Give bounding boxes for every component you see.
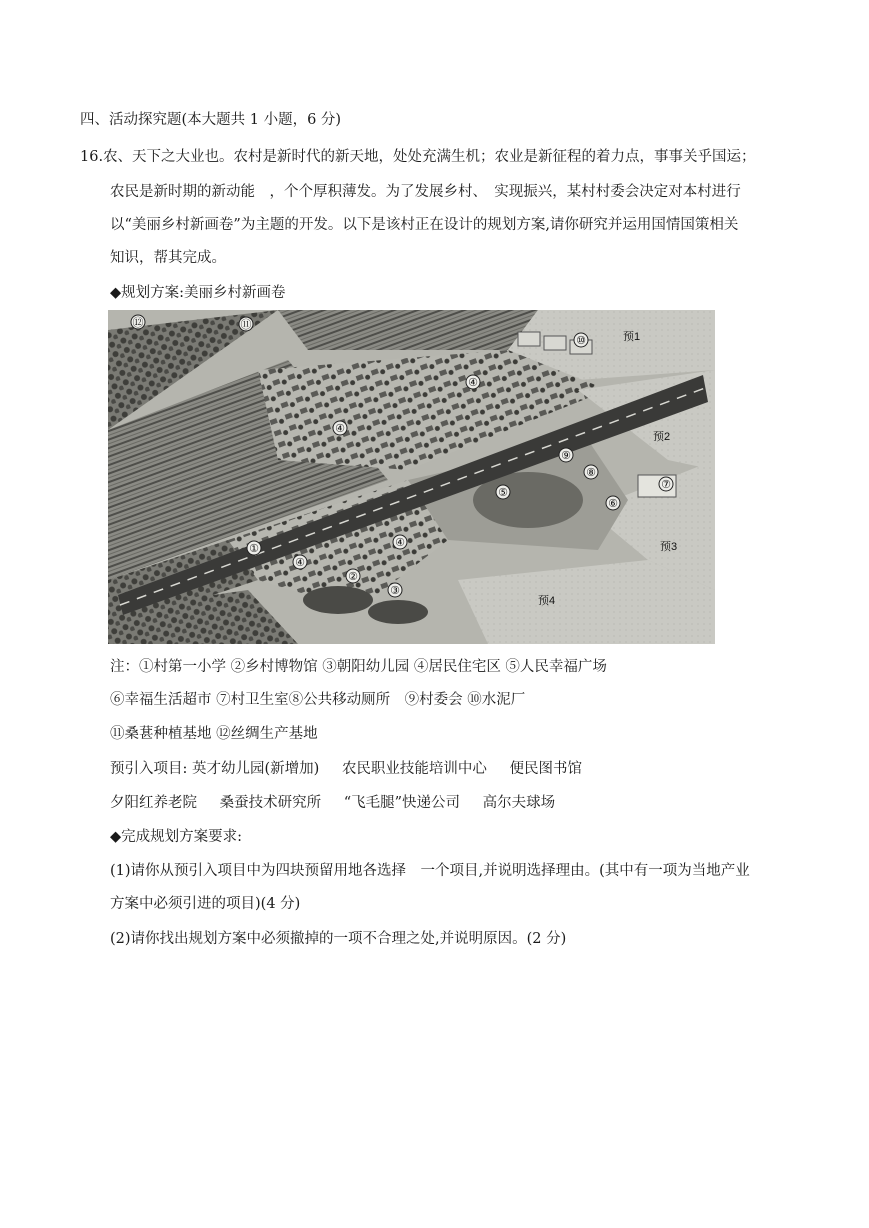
notes-line-3: ⑪桑葚种植基地 ⑫丝绸生产基地 — [110, 726, 318, 742]
marker-12-label: ⑫ — [132, 317, 144, 329]
section-title: 四、活动探究题(本大题共 1 小题，6 分) — [80, 112, 342, 128]
marker-4-lower-left-label: ④ — [295, 557, 305, 569]
marker-6-label: ⑥ — [608, 498, 618, 510]
plan-heading: ◆规划方案:美丽乡村新画卷 — [110, 285, 286, 301]
requirements-heading: ◆完成规划方案要求: — [110, 829, 243, 845]
marker-4-lower-label: ④ — [395, 537, 405, 549]
marker-9-label: ⑨ — [561, 450, 571, 462]
marker-4-upper-label: ④ — [468, 377, 478, 389]
marker-3-label: ③ — [390, 585, 400, 597]
question-line-1 — [80, 147, 756, 167]
reserve-4-label: 预4 — [538, 595, 556, 607]
marker-8-label: ⑧ — [586, 467, 596, 479]
marker-11-label: ⑪ — [240, 319, 252, 331]
kindergarten-trees — [368, 600, 428, 624]
reserve-1-label: 预1 — [623, 331, 641, 343]
village-plan-map — [108, 310, 715, 644]
reserve-2-label: 预2 — [653, 431, 671, 443]
preselect-line-2 — [110, 793, 555, 813]
marker-5-label: ⑤ — [498, 487, 508, 499]
preselect-item: 英才幼儿园(新增加) — [192, 761, 320, 777]
preselect-item: 夕阳红养老院 — [110, 795, 197, 811]
question-line-3: 以“美丽乡村新画卷”为主题的开发。以下是该村正在设计的规划方案,请你研究并运用国情国策相关 — [110, 217, 739, 233]
marker-2-label: ② — [348, 571, 358, 583]
building — [518, 332, 540, 346]
preselect-item: “飞毛腿”快递公司 — [343, 795, 461, 811]
marker-10-label: ⑩ — [576, 335, 586, 347]
preselect-item: 高尔夫球场 — [482, 795, 556, 811]
question-line-4: 知识，帮其完成。 — [110, 250, 226, 266]
preselect-item: 桑蚕技术研究所 — [219, 795, 322, 811]
question-line-2: 农民是新时期的新动能 ，个个厚积薄发。为了发展乡村、 实现振兴，某村村委会决定对本村进行 — [110, 184, 741, 200]
marker-4-mid-label: ④ — [335, 423, 345, 435]
preselect-label: 预引入项目: — [110, 761, 188, 777]
preselect-item: 便民图书馆 — [509, 761, 583, 777]
requirement-1-line-2: 方案中必须引进的项目)(4 分) — [110, 896, 301, 912]
question-number: 16. — [80, 149, 104, 165]
requirement-1-line-1: (1)请你从预引入项目中为四块预留用地各选择 一个项目,并说明选择理由。(其中有一项为当地产业 — [110, 863, 750, 879]
question-text-1: 农、天下之大业也。农村是新时代的新天地，处处充满生机；农业是新征程的着力点，事事关乎国运； — [103, 149, 756, 165]
marker-1-label: ① — [249, 543, 259, 555]
building — [544, 336, 566, 350]
reserve-3-label: 预3 — [660, 541, 678, 553]
preselect-line-1 — [110, 759, 582, 779]
requirement-2: (2)请你找出规划方案中必须撤掉的一项不合理之处,并说明原因。(2 分) — [110, 931, 567, 947]
preselect-item: 农民职业技能培训中心 — [341, 761, 487, 777]
notes-line-1: 注：①村第一小学 ②乡村博物馆 ③朝阳幼儿园 ④居民住宅区 ⑤人民幸福广场 — [110, 659, 607, 675]
marker-7-label: ⑦ — [661, 479, 671, 491]
crop-field — [278, 310, 538, 350]
notes-line-2: ⑥幸福生活超市 ⑦村卫生室⑧公共移动厕所 ⑨村委会 ⑩水泥厂 — [110, 692, 526, 708]
museum-trees — [303, 586, 373, 614]
